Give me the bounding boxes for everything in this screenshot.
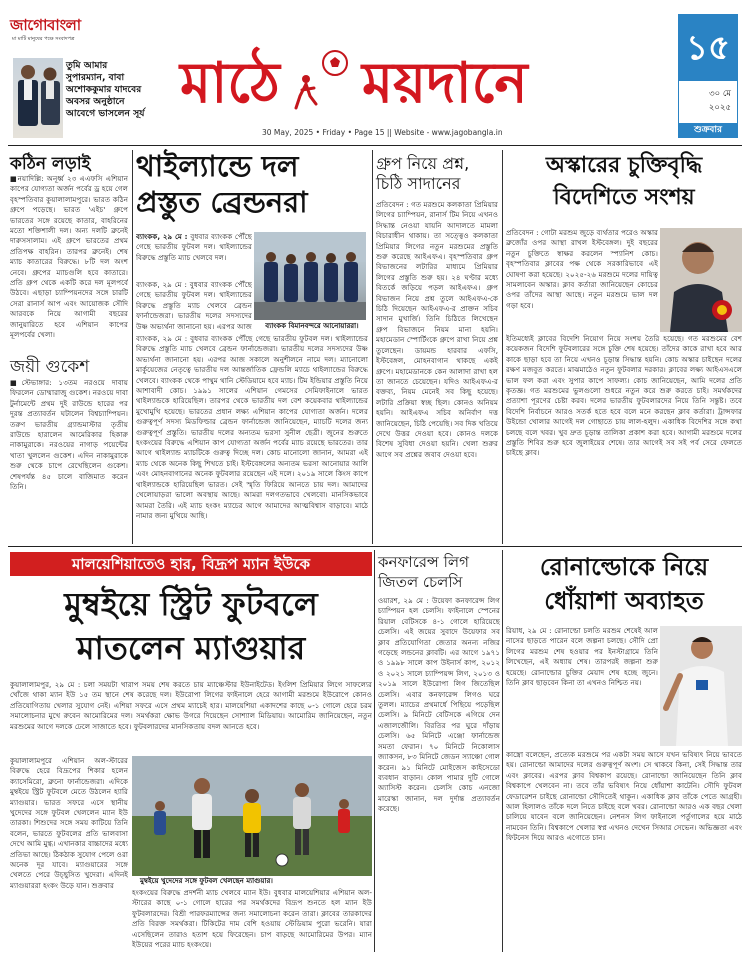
masthead-title-right: ময়দানে [362, 51, 528, 116]
date-weekday: শুক্রবার [679, 123, 737, 137]
masthead-title-left: মাঠে [180, 51, 280, 116]
brand-tagline: মা মাটি মানুষের পক্ষে সংবাদপত্র [12, 36, 75, 42]
oscar-headline [506, 150, 742, 214]
ronaldo-body-top: রিয়াধ, ২৯ মে : রোনাল্ডো চলতি মরশুম শেষেই আল নাসের ছাড়তে পারেন বলে জল্পনা চলছে। সৌদি প্রো লিগের মরশুম শেষ হওয়ার পর ইনস্টাগ্রামে তিনি লিখেছেন, এই অধ্যায় শেষ। তারপরই জল্পনা শুরু হয়েছে। রোনাল্ডোর চুক্তির মেয়াদ শেষ হচ্ছে জুনে। তিনি ক্লাব ছাড়বেন কিনা তা এখনও নিশ্চিত নয়। [506, 626, 658, 688]
banner-text: মালয়েশিয়াতেও হার, বিদ্রূপ ম্যান ইউকে [71, 555, 311, 573]
group-headline-line-2: চিঠি সাদানের [376, 174, 461, 193]
left-col-heading-2: জয়ী গুকেশ [10, 357, 90, 377]
mumbai-body-top: কুয়ালালামপুর, ২৯ মে : চলা সময়টা খারাপ সময় শেষ করতে চায় ম্যাঞ্চেস্টার ইউনাইটেড। ইংলিশ প্রিমিয়ার লিগে সাফল্যের খোঁজে থাকা ম্যান ইউ ১৫ তম স্থানে শেষ করেছে দল। ইউরোপা লিগের ফাইনালে হেরে আগামী মরশুমে ইউরোপে কোনও প্রতিযোগিতায় খেলার সুযোগ নেই। এশিয়া সফরে এসে প্রথম ম্যাচেই হার। মালয়েশিয়া একাদশের কাছে ০-১ গোলে হেরে চরম সমালোচনার মুখে রুবেন আমোরিমের দল। সমর্থকরা ক্ষোভ উগরে দিয়েছেন সোশ্যাল মিডিয়ায়। আমোরিম জানিয়েছেন, নতুন মরশুমের আগে দলকে ঢেলে সাজাতে হবে। ফুটবলারদের মানসিকতায় বদল আনতে হবে। [10, 680, 372, 731]
mumbai-body-right: হংকংয়ের বিরুদ্ধে প্রদর্শনী ম্যাচ খেলবে ম্যান ইউ। বুধবার মালয়েশিয়ার এশিয়ান অল-স্টারের কাছে ০-১ গোলে হারের পর সমর্থকদের বিদ্রূপ শুনতে হল ম্যান ইউ ফুটবলারদের। বিশ্রী পারফরম্যান্সের জন্য সমালোচনা করেন তারা। ক্লাবের তারকাদের প্রতি বিরক্ত সমর্থকরা। টিকিটের দাম বেশি হওয়ায় স্টেডিয়াম পুরো ভরেনি। যারা এসেছিলেন তারাও হতাশ হয়ে ফিরেছেন। চাপ বাড়ছে আমোরিমের উপর। ম্যান ইউয়ের পরের ম্যাচ হংকংয়ে। [132, 888, 372, 950]
football-icon [320, 48, 350, 78]
chelsea-divider [502, 550, 503, 952]
teaser-text: তুমি আমার সুপারম্যান, বাবা অশোককুমার যাদবের অবসর অনুষ্ঠানে আবেগে ভাসলেন সূর্য [66, 60, 145, 119]
chelsea-body: ওয়ারশ, ২৯ মে : উয়েফা কনফারেন্স লিগ চ্যাম্পিয়ন হল চেলসি। ফাইনালে স্পেনের রিয়াল বেটিসকে ৪-১ গোলে হারিয়েছে চেলসি। এই জয়ের সুবাদে উয়েফার সব ক্লাব প্রতিযোগিতা জেতার অনন্য নজির গড়েছে লন্ডনের ক্লাবটি। এর আগে ১৯৭১ ও ১৯৯৮ সালে কাপ উইনার্স কাপ, ২০১২ ও ২০২১ সালে চ্যাম্পিয়ন্স লিগ, ২০১৩ ও ২০১৯ সালে ইউরোপা লিগ জিতেছিল চেলসি। এবার কনফারেন্স লিগও ঘরে তুলল। ম্যাচের প্রথমার্ধে পিছিয়ে পড়েছিল চেলসি। ৯ মিনিটে বেটিসকে এগিয়ে দেন এজালজৌলি। বিরতির পর ঘুরে দাঁড়ায় চেলসি। ৬৫ মিনিটে এঞ্জো ফার্নান্ডেজ সমতা ফেরান। ৭০ মিনিটে নিকোলাস জ্যাকসন, ৮৩ মিনিটে জেডন স্যাঞ্চো গোল করেন। ৯১ মিনিটে মোইজেস কাইসেডো ব্যবধান বাড়ান। কোল পামার দুটি গোলে অ্যাসিস্ট করেন। চেলসি কোচ এনজো মারেস্কা জানান, দল দুর্দান্ত প্রত্যাবর্তন করেছে। [378, 596, 500, 814]
oscar-body-top: প্রতিবেদন : গোটা মরশুম জুড়ে ব্যর্থতার পরেও অস্কার ব্রুজোঁর ওপর আস্থা রাখল ইস্টবেঙ্গল। দুই বছরের নতুন চুক্তিতে স্বাক্ষর করলেন স্প্যানিশ কোচ। বৃহস্পতিবার ক্লাবের পক্ষ থেকে সরকারিভাবে এই ঘোষণা করা হয়েছে। ২০২৫-২৬ মরশুমে দলের দায়িত্ব সামলাবেন অস্কার। ক্লাব কর্তারা জানিয়েছেন কোচের ওপর তাঁদের আস্থা আছে। নতুন মরশুমে ভাল দল গড়া হবে। [506, 228, 658, 310]
thailand-body-left: ব্যাংকক, ২৯ মে : বুধবার ব্যাংকক পৌঁছে গেছে ভারতীয় ফুটবল দল। থাইল্যান্ডের বিরুদ্ধে প্রস্তুতি ম্যাচ খেলবে দল। [136, 232, 252, 262]
thailand-divider [372, 150, 373, 544]
mid-divider [8, 546, 742, 547]
date-line-2: ২০২৫ [708, 103, 731, 113]
thailand-headline [136, 148, 370, 220]
mumbai-photo-caption: মুম্বইয়ে খুদেদের সঙ্গে ফুটবল খেলছেন ম্যাগুয়ার। [140, 877, 273, 885]
mumbai-headline [10, 582, 372, 670]
left-col-divider [132, 150, 133, 544]
oscar-photo [660, 228, 742, 332]
ronaldo-headline-line-2: ধোঁয়াশা অব্যাহত [544, 587, 704, 615]
ronaldo-body-bottom: কাস্ত্রো বলেছেন, প্রত্যেক মরশুমে পর একটা সময় আসে যখন ভবিষ্যৎ নিয়ে ভাবতে হয়। রোনাল্ডো আমাদের দলের গুরুত্বপূর্ণ অংশ। সে থাকবে কিনা, সেই সিদ্ধান্ত তার এবং ক্লাবের। এরপর ক্লাব বিশ্বকাপ রয়েছে। রোনাল্ডো জানিয়েছেন তিনি ক্লাব বিশ্বকাপে খেলবেন না। তবে তাঁর ভবিষ্যৎ নিয়ে ধোঁয়াশা কাটেনি। সৌদি ফুটবল ফেডারেশন চাইছে রোনাল্ডো সৌদিতেই থাকুন। একাধিক ক্লাব তাঁকে পেতে আগ্রহী। আল হিলালও তাঁকে দলে নিতে চাইছে বলে খবর। রোনাল্ডো আরও এক বছর খেলা চালিয়ে যাবেন বলে জানিয়েছেন। নেশনস লিগ ফাইনালে পর্তুগালের হয়ে মাঠে নামবেন তিনি। বিশ্বকাপে খেলার স্বপ্ন এখনও দেখেন সিআর সেভেন। অভিজ্ঞতা এবং ফিটনেস দিয়ে আরও এগোতে চান। [506, 750, 742, 843]
mumbai-divider [374, 550, 375, 952]
date-line-1: ৩০ মে [709, 89, 731, 99]
player-silhouette-icon [292, 74, 320, 114]
chelsea-headline-line-1: কনফারেন্স লিগ [378, 553, 469, 571]
ronaldo-headline [506, 550, 742, 618]
masthead-dateline: 30 May, 2025 • Friday • Page 15 || Website - www.jagobangla.in [262, 128, 503, 137]
thailand-body-full: ব্যাংকক, ২৯ মে : বুধবার ব্যাংকক পৌঁছে গেছে ভারতীয় ফুটবল দল। থাইল্যান্ডের বিরুদ্ধে প্রস্তুতি ম্যাচ খেলবে ব্রেন্ডন ফার্নান্ডেজরা। ভারতীয় দলের সদস্যদের উষ্ণ অভ্যর্থনা জানানো হয়। এরপর আজ সকালে অনুশীলনে নামে দল। ম্যানোলো মার্কুয়েজের নেতৃত্বে ভারতীয় দল আন্তর্জাতিক ফ্রেন্ডলি ম্যাচে থাইল্যান্ডের বিরুদ্ধে খেলবে। ব্যাংকক থেকে পাথুম থানি স্টেডিয়ামে হবে ম্যাচ। টিম ইন্ডিয়ার প্রস্তুতি নিয়ে আশাবাদী কোচ। ১৯৯১ সালের এশিয়ান গেমসের সেমিফাইনালে ভারত থাইল্যান্ডকে হারিয়েছিল। তারপর থেকে ভারতীয় দল বেশ কয়েকবার থাইল্যান্ডের মুখোমুখি হয়েছে। ভারতের প্রধান লক্ষ্য এশিয়ান কাপের যোগ্যতা অর্জন। দলের গুরুত্বপূর্ণ সদস্য মিডফিল্ডার ব্রেন্ডন ফার্নান্ডেজ জানিয়েছেন, ম্যাচটি দলের জন্য গুরুত্বপূর্ণ প্রস্তুতি। ভারতীয় দলের অন্যতম ভরসা সুনীল ছেত্রী। জুনের শুরুতে হংকংয়ের বিরুদ্ধে এশিয়ান কাপ যোগ্যতা অর্জন পর্বের ম্যাচ রয়েছে ভারতের। তার আগে থাইল্যান্ড ম্যাচটিকে গুরুত্ব দিচ্ছে দল। কোচ মানোলো জানান, আমরা এই ম্যাচ থেকে অনেক কিছু শিখতে চাই। ইস্টবেঙ্গলের অন্যতম ভরসা আনোয়ার আলি এবং মোহনবাগানের অনেক ফুটবলার রয়েছেন এই দলে। ২০১৯ সালে কিংস কাপে থাইল্যান্ডকে হারিয়েছিল ভারত। সেই স্মৃতি ফিরিয়ে আনতে চায় দল। আমাদের খেলোয়াড়রা ভালো অবস্থায় আছে। আমরা দলগতভাবে খেলবো। মানসিকভাবে আমরা তৈরি। এই ম্যাচ হংকং ম্যাচের আগে আমাদের আত্মবিশ্বাস বাড়াবে। মাঠে নামার জন্য মুখিয়ে আছি। [136, 334, 368, 520]
date-box [678, 14, 738, 138]
masthead-divider [8, 145, 742, 146]
chelsea-headline-line-2: জিতল চেলসি [378, 573, 463, 591]
oscar-headline-line-1: অস্কারের চুক্তিবৃদ্ধি [545, 153, 703, 178]
banner [10, 552, 372, 576]
brand-name: জাগোবাংলা [10, 16, 81, 34]
masthead-title [170, 44, 660, 126]
mumbai-photo [132, 756, 372, 876]
mumbai-headline-line-2: মাতলেন ম্যাগুয়ার [76, 629, 306, 667]
group-headline-line-1: গ্রুপ নিয়ে প্রশ্ন, [376, 154, 470, 173]
thailand-photo-caption: ব্যাংকক বিমানবন্দরে আনোয়াররা। [265, 322, 359, 330]
brand-logo [10, 14, 120, 36]
mumbai-body-bottom: কুয়ালালামপুরে এশিয়ান অল-স্টারের বিরুদ্ধে হেরে বিদ্রূপের শিকার হলেন ক্যাসেমিরো, ব্রুনো ফার্নান্ডেজরা। এদিকে মুম্বইয়ে স্ট্রিট ফুটবলে মেতে উঠলেন হ্যারি ম্যাগুয়ার। ভারত সফরে এসে স্থানীয় খুদেদের সঙ্গে ফুটবল খেললেন ম্যান ইউ তারকা। শিশুদের সঙ্গে সময় কাটিয়ে তিনি বলেন, ভারতে ফুটবলের প্রতি ভালবাসা দেখে আমি মুগ্ধ। এখানকার বাচ্চাদের মধ্যে প্রতিভা আছে। ঠিকঠাক সুযোগ পেলে ওরা অনেক দূর যাবে। ম্যাগুয়ারের সঙ্গে খেলতে পেরে উচ্ছ্বসিত খুদেরা। এদিনই ম্যাগুয়াররা হংকং উড়ে যান। শুক্রবার [10, 756, 128, 890]
ronaldo-headline-line-1: রোনাল্ডোকে নিয়ে [539, 553, 709, 581]
group-body: প্রতিবেদন : গত মরশুমে কলকাতা প্রিমিয়ার লিগের চ্যাম্পিয়ন, রানার্স টিম নিয়ে এখনও সিদ্ধান্ত নেওয়া যায়নি আদালতে মামলা বিচারাধীন থাকায়। তা সত্ত্বেও কলকাতা প্রিমিয়ার লিগের নতুন মরশুমের প্রস্তুতি শুরু করেছে আইএফএ। বৃহস্পতিবার গ্রুপ বিভাজনের লটারির মাধ্যমে প্রিমিয়ার লিগের প্রস্তুতি শুরু হয়। ২৪ ঘণ্টার মধ্যে বিতর্কে জড়িয়ে পড়ল আইএফএ। গ্রুপ বিভাজন নিয়ে প্রশ্ন তুলে আইএফএ-কে চিঠি দিয়েছেন আইএফএ-র প্রাক্তন সচিব সাদান মুখার্জি। তিনি চিঠিতে লিখেছেন গ্রুপ বিভাজনে নিয়ম মানা হয়নি। মহামেডান স্পোর্টিংকে গ্রুপে রাখা নিয়ে প্রশ্ন তুলেছেন। ডায়মন্ড হারবার এফসি, ইস্টবেঙ্গল, মোহনবাগান থাকছে একই গ্রুপে। মহামেডানকে কেন আলাদা রাখা হল তা জানতে চেয়েছেন। যদিও আইএফএ-র বক্তব্য, নিয়ম মেনেই সব কিছু হয়েছে। লটারি প্রক্রিয়া স্বচ্ছ ছিল। কোনও অনিয়ম হয়নি। আইএফএ সচিব অনির্বাণ দত্ত জানিয়েছেন, চিঠি পেয়েছি। সব দিক খতিয়ে দেখে উত্তর দেওয়া হবে। কোনও দলকে বিশেষ সুবিধা দেওয়া হয়নি। খেলা শুরুর আগে সব প্রশ্নের জবাব দেওয়া হবে। [376, 200, 498, 459]
thailand-headline-line-1: থাইল্যান্ডে দল [136, 149, 299, 183]
group-headline [376, 154, 498, 194]
oscar-headline-line-2: বিদেশিতে সংশয় [553, 185, 695, 210]
date-day-number: ১৫ [679, 15, 737, 81]
left-col-heading-1: কঠিন লড়াই [10, 154, 91, 174]
thailand-body: ব্যাংকক, ২৯ মে : বুধবার ব্যাংকক পৌঁছে গেছে ভারতীয় ফুটবল দল। থাইল্যান্ডের বিরুদ্ধে প্রস্তুতি ম্যাচ খেলবে ব্রেন্ডন ফার্নান্ডেজরা। ভারতীয় দলের সদস্যদের উষ্ণ অভ্যর্থনা জানানো হয়। এরপর আজ [136, 280, 252, 331]
ronaldo-photo [660, 626, 742, 746]
chelsea-headline [378, 552, 500, 592]
group-divider [502, 150, 503, 544]
thailand-headline-line-2: প্রস্তুত ব্রেন্ডনরা [136, 185, 308, 219]
left-col-body-2: ■স্টেভাঙ্গার: ১৩তম নরওয়ে দাবায় ফিরলেন ডোম্মারাজু গুকেশ। নরওয়ে দাবা টুর্নামেন্টে প্রথম দুই রাউন্ডে হারের পর দুরন্ত প্রত্যাবর্তন ঘটালেন বিশ্বচ্যাম্পিয়ন। তরুণ ভারতীয় গ্র্যান্ডমাস্টার তৃতীয় রাউন্ডে হারালেন আমেরিকার হিকারু নাকামুরাকে। নরওয়ের নাগাড় পয়েন্টের খাতা খুললেন গুকেশ। এদিন নাকামুরাকে শুরু থেকে চাপে রেখেছিলেন গুকেশ। শেষপর্যন্ত ৪৫ চালে বাজিমাত করেন তিনি। [10, 378, 128, 492]
left-col-body-1: ■নয়াদিল্লি: অনূর্ধ্ব ২৩ এএফসি এশিয়ান কাপের যোগ্যতা অর্জন পর্বের ড্র হয়ে গেল বৃহস্পতিবার কুয়ালালামপুরে। ভারত কঠিন গ্রুপে পড়েছে। ভারত 'এইচ' গ্রুপে ভারতের সঙ্গে রয়েছে কাতার, বাহরিনের মতো শক্তিশালী দল। অন্য দলটি ব্রুনেই দারুসসালাম। এই গ্রুপে ভারতের প্রথম প্রতিপক্ষ বাহরিন। তারপর ব্রুনেই। শেষ ম্যাচ কাতারের বিরুদ্ধে। ৮টি দল অংশ নেবে। গ্রুপের ম্যাচগুলি হবে কাতারে। প্রতি গ্রুপ থেকে একটি করে দল মূলপর্বে উঠবে। এছাড়া চ্যাম্পিয়নদের সঙ্গে চারটি সেরা রানার্স আপ এবং আয়োজক সৌদি আরবকে নিয়ে আগামী বছরের জানুয়ারিতে হবে এশিয়ান কাপের মূলপর্বের খেলা। [10, 174, 128, 340]
mumbai-headline-line-1: মুম্বইয়ে স্ট্রিট ফুটবলে [64, 585, 318, 623]
thailand-photo [254, 232, 366, 320]
oscar-body-bottom: ইতিমধ্যেই ক্লাবের বিদেশি নিয়োগ নিয়ে সংশয় তৈরি হয়েছে। গত মরশুমের বেশ কয়েকজন বিদেশি ফুটবলারের সঙ্গে চুক্তি শেষ হয়েছে। তাঁদের কাকে রাখা হবে আর কাকে ছাড়া হবে তা নিয়ে এখনও চূড়ান্ত সিদ্ধান্ত হয়নি। কোচ অস্কার চাইছেন দলের রক্ষণ মজবুত করতে। মাঝমাঠেও নতুন ফুটবলার দরকার। ক্লাবের লক্ষ্য আইএসএলে ভাল ফল করা এবং সুপার কাপে সাফল্য। কোচ জানিয়েছেন, আমি দলের প্রতি কৃতজ্ঞ। গত মরশুমের ভুলগুলো শুধরে নতুন করে শুরু করতে চাই। সমর্থকদের প্রত্যাশা পূরণের চেষ্টা করব। দলের ভারতীয় ফুটবলারদের নিয়ে তিনি সন্তুষ্ট। তবে বিদেশি নির্বাচনে আরও সতর্ক হতে হবে বলে মনে করছেন ক্লাব কর্তারা। ট্রান্সফার উইন্ডো খোলার আগেই দল গোছাতে চায় লাল-হলুদ। একাধিক বিদেশির সঙ্গে কথা চলছে বলে খবর। খুব দ্রুত চূড়ান্ত তালিকা প্রকাশ করা হবে। আগামী মরশুমে দলের প্রস্তুতি শিবির শুরু হবে জুলাইয়ের শেষে। তার আগেই সব সই পর্ব সেরে ফেলতে চাইছে ক্লাব। [506, 334, 742, 458]
teaser-photo [13, 58, 63, 138]
thailand-body-dateline: ব্যাংকক, ২৯ মে : [136, 232, 191, 241]
